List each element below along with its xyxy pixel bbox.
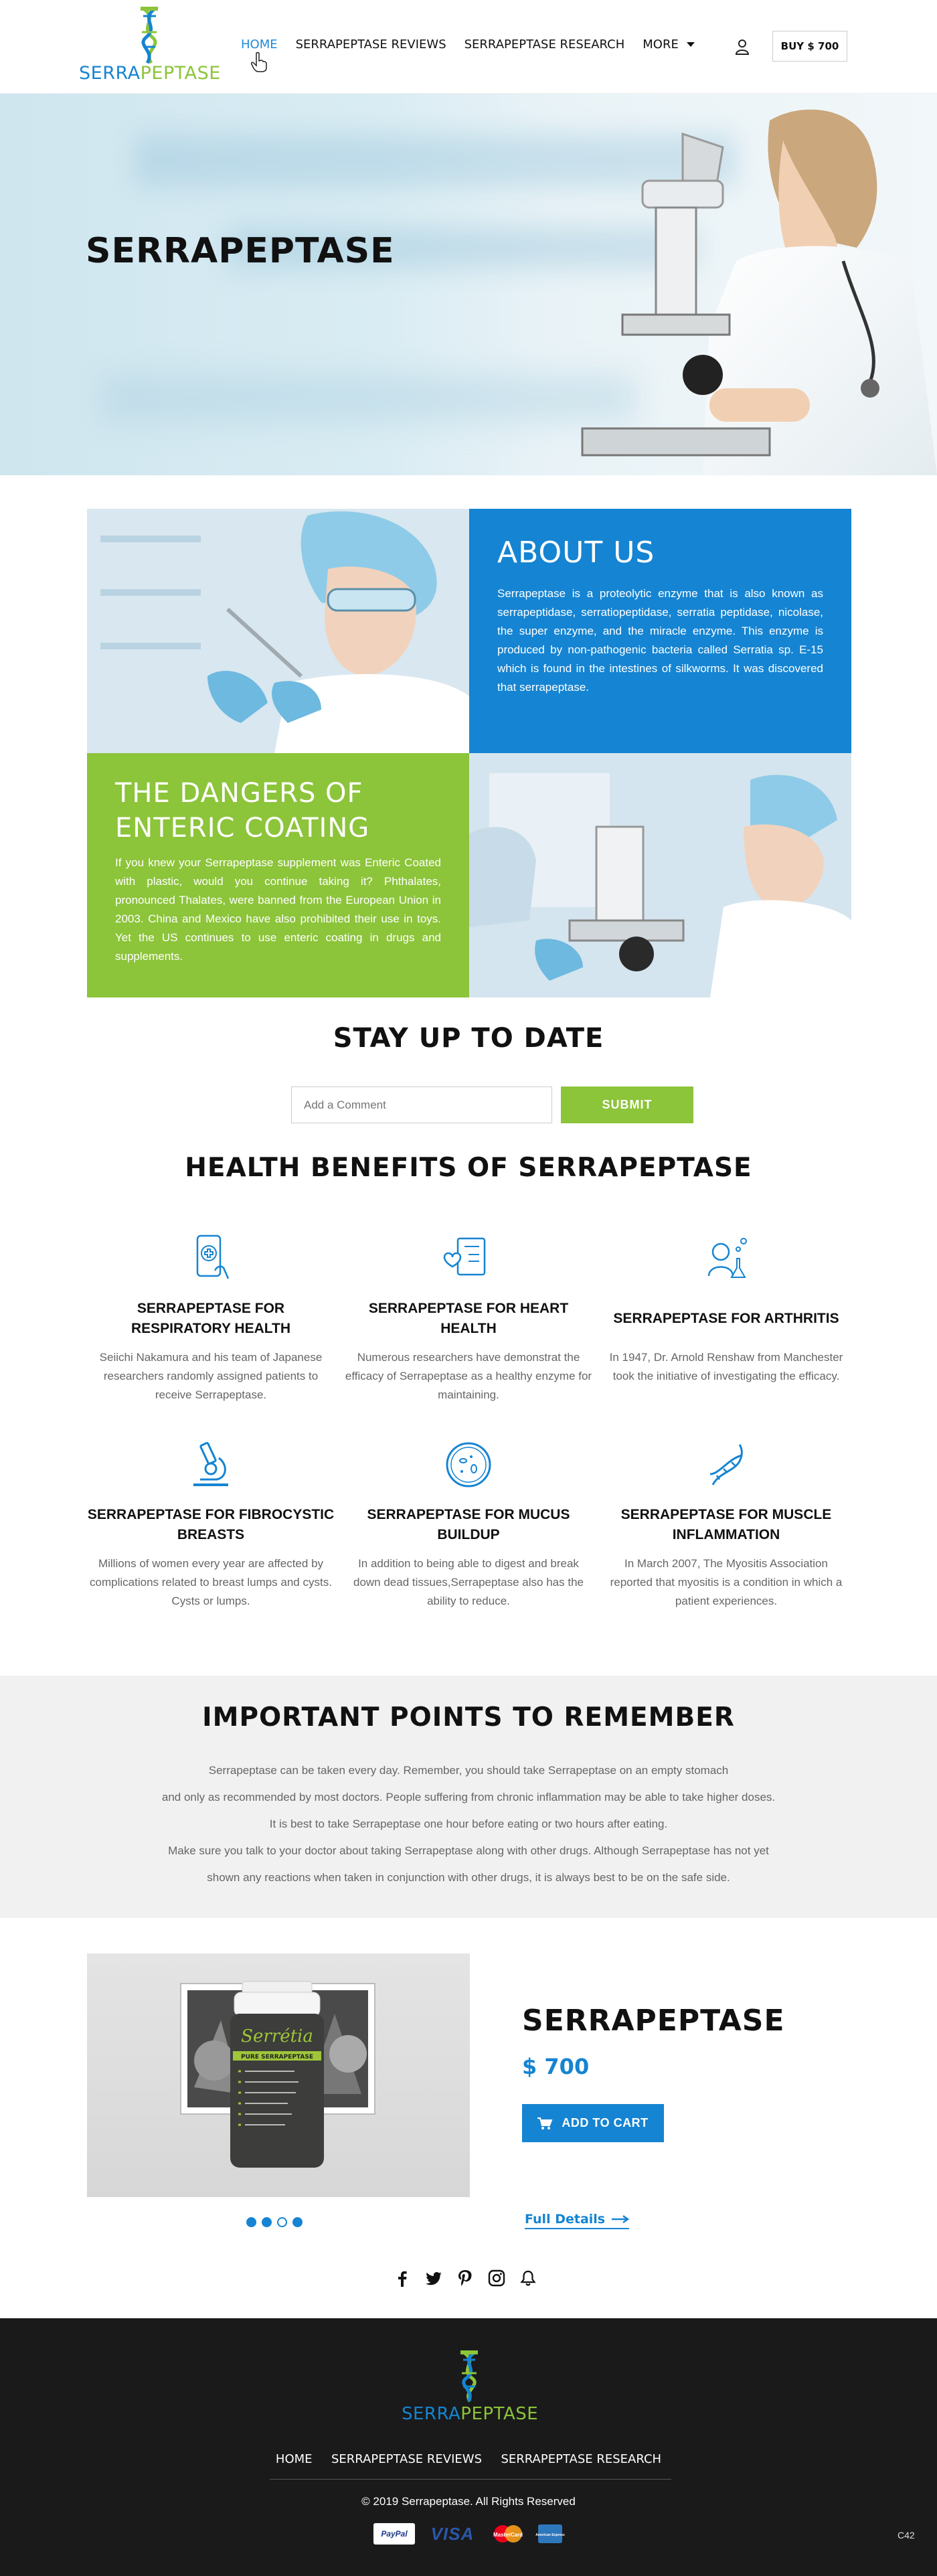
bottle-sub-text: PURE SERRAPEPTASE <box>241 2054 313 2061</box>
benefit-text: Millions of women every year are affected by complications related to breast lumps and cysts. Cysts or lumps. <box>90 1557 332 1607</box>
enteric-coating-panel <box>87 753 469 997</box>
footer-logo[interactable] <box>396 2350 543 2431</box>
nav-research[interactable]: SERRAPEPTASE RESEARCH <box>464 37 625 52</box>
buy-button[interactable]: BUY $ 700 <box>772 31 847 62</box>
instagram-icon[interactable] <box>488 2269 505 2287</box>
hand-cursor-icon <box>250 52 268 72</box>
mastercard-icon <box>490 2523 526 2545</box>
full-details-label: Full Details <box>525 2212 606 2227</box>
points-line: and only as recommended by most doctors. People suffering from chronic inflammation may be able to take higher doses. <box>161 1791 776 1803</box>
about-us-title: ABOUT US <box>497 536 655 570</box>
footer-nav-reviews[interactable]: SERRAPEPTASE REVIEWS <box>331 2452 482 2466</box>
benefit-title: SERRAPEPTASE FOR RESPIRATORY HEALTH <box>131 1301 291 1336</box>
benefit-text: Numerous researchers have demonstrat the efficacy of Serrapeptase as a healthy enzyme for maintaining. <box>345 1351 592 1401</box>
enteric-title-line2: ENTERIC COATING <box>115 813 370 843</box>
about-us-text: Serrapeptase is a proteolytic enzyme that is also known as serrapeptidase, serratiopeptidase, serratia peptidase, nicolase, the super enzyme, and the miracle enzyme. This enzyme is produced by non-pathogenic bacteria called Serratia sp. E-15 which is found in the intestines of silkworms. It was discovered that serrapeptase. <box>497 587 823 694</box>
carousel-dots <box>246 2217 308 2227</box>
add-to-cart-button[interactable] <box>522 2104 664 2142</box>
footer-divider <box>270 2479 671 2480</box>
about-grid <box>87 509 851 997</box>
carousel-dot[interactable] <box>246 2217 256 2227</box>
benefit-text: In 1947, Dr. Arnold Renshaw from Manchester took the initiative of investigating the efficacy. <box>609 1351 843 1382</box>
benefit-mucus <box>345 1438 592 1611</box>
microscope-icon <box>184 1438 238 1492</box>
enteric-coating-text: If you knew your Serrapeptase supplement was Enteric Coated with plastic, would you continue taking it? Phthalates, pronounced Thalates, were banned from the European Union in 2003. China and Mexico have also prohibited their use in toys. Yet the US continues to use enteric coating in drugs and supplements. <box>115 856 441 963</box>
payment-methods <box>373 2523 574 2545</box>
arrow-right-icon <box>612 2215 629 2223</box>
important-points-text <box>0 1757 937 1891</box>
important-points-title: IMPORTANT POINTS TO REMEMBER <box>202 1702 735 1733</box>
nav-more-label: MORE <box>643 37 679 52</box>
lab-scientist-pipette-image <box>87 509 469 753</box>
main-nav <box>241 37 713 52</box>
carousel-dot[interactable] <box>292 2217 303 2227</box>
paypal-icon: PayPal <box>373 2523 415 2545</box>
bell-icon[interactable] <box>519 2269 537 2287</box>
footer-nav <box>0 2452 937 2466</box>
american-express-icon <box>535 2523 565 2545</box>
pinterest-icon[interactable] <box>456 2269 474 2287</box>
footer-logo-text: SERRAPEPTASE <box>402 2404 539 2424</box>
benefit-heart <box>345 1232 592 1404</box>
product-image-carousel[interactable] <box>87 1953 470 2197</box>
full-details-link[interactable] <box>525 2212 629 2229</box>
dna-logo-icon <box>79 5 220 66</box>
stay-up-to-date-title: STAY UP TO DATE <box>333 1023 604 1054</box>
nav-reviews[interactable]: SERRAPEPTASE REVIEWS <box>295 37 446 52</box>
twitter-icon[interactable] <box>425 2269 442 2287</box>
product-name: SERRAPEPTASE <box>522 2004 785 2038</box>
benefit-title: SERRAPEPTASE FOR ARTHRITIS <box>613 1311 839 1326</box>
dna-logo-icon <box>396 2350 543 2404</box>
comment-input[interactable] <box>291 1086 552 1123</box>
site-header <box>0 0 937 94</box>
carousel-dot-active[interactable] <box>277 2217 287 2227</box>
nav-more[interactable] <box>643 37 695 52</box>
lab-microscope-team-image <box>469 753 851 997</box>
points-line: Make sure you talk to your doctor about taking Serrapeptase along with other drugs. Although Serrapeptase has not yet <box>168 1844 769 1857</box>
benefit-title: SERRAPEPTASE FOR FIBROCYSTIC BREASTS <box>87 1507 335 1542</box>
add-to-cart-label: ADD TO CART <box>562 2116 649 2129</box>
site-footer <box>0 2318 937 2576</box>
user-icon[interactable] <box>735 39 750 55</box>
copyright-text: © 2019 Serrapeptase. All Rights Reserved <box>361 2495 576 2508</box>
benefit-title: SERRAPEPTASE FOR MUSCLE INFLAMMATION <box>620 1507 832 1542</box>
dna-icon <box>699 1438 753 1492</box>
about-us-panel <box>469 509 851 753</box>
benefit-muscle <box>602 1438 850 1611</box>
footer-nav-home[interactable]: HOME <box>275 2452 313 2466</box>
product-price: $ 700 <box>522 2054 590 2079</box>
benefit-text: In addition to being able to digest and break down dead tissues,Serrapeptase also has the ability to reduce. <box>353 1557 584 1607</box>
submit-button[interactable]: SUBMIT <box>561 1086 693 1123</box>
site-logo[interactable] <box>79 5 220 86</box>
cart-icon <box>537 2117 552 2129</box>
amex-label: American Express <box>535 2533 565 2537</box>
visa-icon: VISA <box>430 2523 475 2544</box>
social-links <box>394 2269 551 2287</box>
points-line: It is best to take Serrapeptase one hour before eating or two hours after eating. <box>269 1818 668 1830</box>
facebook-icon[interactable] <box>394 2269 411 2287</box>
bottle-brand-text: Serrétia <box>241 2026 313 2046</box>
phone-medical-icon <box>184 1232 238 1285</box>
important-points-section <box>0 1676 937 1918</box>
caret-down-icon <box>687 42 695 47</box>
mastercard-label: MasterCard <box>493 2532 523 2538</box>
benefit-arthritis <box>602 1232 850 1386</box>
logo-text: SERRAPEPTASE <box>79 63 221 84</box>
enteric-coating-title <box>115 776 441 846</box>
carousel-dot[interactable] <box>262 2217 272 2227</box>
enteric-title-line1: THE DANGERS OF <box>115 778 363 809</box>
nav-home[interactable]: HOME <box>241 37 278 52</box>
points-line: Serrapeptase can be taken every day. Remember, you should take Serrapeptase on an empty stomach <box>208 1764 729 1777</box>
product-bottle-image <box>87 1953 470 2197</box>
points-line: shown any reactions when taken in conjunction with other drugs, it is always best to be on the safe side. <box>207 1871 730 1884</box>
site-badge: C42 <box>898 2530 915 2541</box>
benefit-respiratory <box>87 1232 335 1404</box>
petri-dish-icon <box>442 1438 495 1492</box>
benefit-fibrocystic <box>87 1438 335 1611</box>
benefit-title: SERRAPEPTASE FOR MUCUS BUILDUP <box>367 1507 570 1542</box>
hero-banner <box>0 94 937 475</box>
hero-title: SERRAPEPTASE <box>86 231 395 271</box>
scientist-icon <box>699 1232 753 1285</box>
footer-nav-research[interactable]: SERRAPEPTASE RESEARCH <box>501 2452 662 2466</box>
heart-clipboard-icon <box>442 1232 495 1285</box>
benefit-title: SERRAPEPTASE FOR HEART HEALTH <box>368 1301 569 1336</box>
health-benefits-title: HEALTH BENEFITS OF SERRAPEPTASE <box>185 1153 752 1183</box>
benefit-text: Seiichi Nakamura and his team of Japanese researchers randomly assigned patients to receive Serrapeptase. <box>99 1351 323 1401</box>
benefit-text: In March 2007, The Myositis Association reported that myositis is a condition in which a patient experiences. <box>610 1557 843 1607</box>
hero-scientist-microscope-image <box>482 94 937 475</box>
